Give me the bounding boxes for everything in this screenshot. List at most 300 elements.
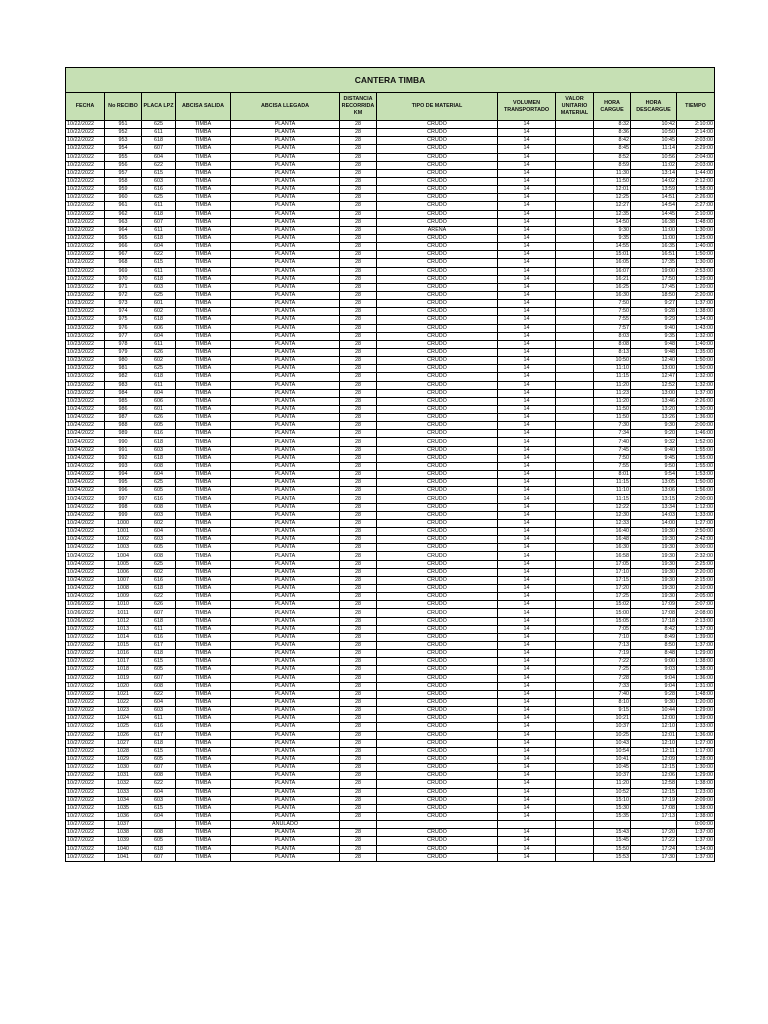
cell-abcisa-llegada: PLANTA — [231, 755, 340, 763]
cell-valor-unitario — [556, 731, 594, 739]
cell-tiempo: 3:00:00 — [677, 544, 715, 552]
cell-fecha: 10/27/2022 — [66, 690, 105, 698]
cell-hora-descargue: 9:45 — [631, 454, 677, 462]
cell-hora-cargue: 16:05 — [594, 259, 631, 267]
cell-abcisa-salida: TIMBA — [176, 259, 231, 267]
cell-abcisa-salida: TIMBA — [176, 226, 231, 234]
cell-recibo: 1036 — [105, 812, 142, 820]
cell-fecha: 10/24/2022 — [66, 593, 105, 601]
cell-distancia: 28 — [340, 674, 377, 682]
cell-hora-cargue: 14:55 — [594, 243, 631, 251]
cell-fecha: 10/24/2022 — [66, 479, 105, 487]
cell-hora-descargue: 13:26 — [631, 414, 677, 422]
cell-placa: 618 — [142, 585, 176, 593]
cell-hora-cargue: 11:20 — [594, 397, 631, 405]
table-row — [66, 560, 715, 568]
table-row — [66, 177, 715, 185]
cell-tiempo: 1:38:00 — [677, 666, 715, 674]
cell-tiempo: 2:10:00 — [677, 121, 715, 129]
cell-tiempo: 1:12:00 — [677, 503, 715, 511]
cell-hora-cargue: 8:32 — [594, 121, 631, 129]
cell-distancia: 28 — [340, 186, 377, 194]
cell-volumen: 14 — [498, 194, 556, 202]
cell-valor-unitario — [556, 642, 594, 650]
cell-valor-unitario — [556, 845, 594, 853]
cell-volumen: 14 — [498, 739, 556, 747]
cell-placa: 617 — [142, 642, 176, 650]
cell-tipo-material: CRUDO — [377, 511, 498, 519]
header-valor-unitario: VALOR UNITARIO MATERIAL — [556, 93, 594, 121]
cell-tipo-material: CRUDO — [377, 585, 498, 593]
cell-fecha: 10/23/2022 — [66, 324, 105, 332]
cell-abcisa-llegada: PLANTA — [231, 259, 340, 267]
cell-hora-cargue: 15:05 — [594, 617, 631, 625]
table-row — [66, 275, 715, 283]
cell-recibo: 973 — [105, 300, 142, 308]
cell-recibo: 974 — [105, 308, 142, 316]
cell-hora-cargue: 15:01 — [594, 251, 631, 259]
cell-tiempo: 1:20:00 — [677, 698, 715, 706]
cell-hora-cargue: 10:50 — [594, 357, 631, 365]
table-row — [66, 837, 715, 845]
header-hora-cargue: HORA CARGUE — [594, 93, 631, 121]
cell-tipo-material: CRUDO — [377, 210, 498, 218]
cell-fecha: 10/23/2022 — [66, 283, 105, 291]
cell-valor-unitario — [556, 243, 594, 251]
cell-hora-descargue: 10:50 — [631, 129, 677, 137]
cell-hora-cargue: 12:27 — [594, 202, 631, 210]
cell-tipo-material: CRUDO — [377, 568, 498, 576]
cell-valor-unitario — [556, 495, 594, 503]
cell-distancia: 28 — [340, 617, 377, 625]
cell-hora-descargue: 8:48 — [631, 650, 677, 658]
cell-placa: 618 — [142, 373, 176, 381]
cell-volumen: 14 — [498, 682, 556, 690]
cell-hora-descargue: 9:40 — [631, 324, 677, 332]
cell-hora-descargue: 13:00 — [631, 365, 677, 373]
cell-abcisa-llegada: PLANTA — [231, 576, 340, 584]
cell-fecha: 10/27/2022 — [66, 723, 105, 731]
cell-hora-cargue: 17:15 — [594, 576, 631, 584]
cell-tipo-material: CRUDO — [377, 666, 498, 674]
cell-abcisa-llegada: PLANTA — [231, 267, 340, 275]
cell-volumen: 14 — [498, 666, 556, 674]
cell-tiempo: 2:14:00 — [677, 129, 715, 137]
cell-valor-unitario — [556, 389, 594, 397]
cell-placa: 603 — [142, 707, 176, 715]
header-hora-descargue: HORA DESCARGUE — [631, 93, 677, 121]
cell-fecha: 10/22/2022 — [66, 226, 105, 234]
cell-volumen: 14 — [498, 381, 556, 389]
table-row — [66, 642, 715, 650]
cell-recibo: 985 — [105, 397, 142, 405]
cell-abcisa-llegada: PLANTA — [231, 723, 340, 731]
cell-hora-cargue: 16:30 — [594, 544, 631, 552]
cell-recibo: 995 — [105, 479, 142, 487]
cell-recibo: 957 — [105, 169, 142, 177]
cell-volumen: 14 — [498, 690, 556, 698]
cell-placa: 608 — [142, 552, 176, 560]
cell-tipo-material: CRUDO — [377, 137, 498, 145]
cell-volumen: 14 — [498, 316, 556, 324]
cell-valor-unitario — [556, 373, 594, 381]
cell-hora-cargue: 7:30 — [594, 422, 631, 430]
cell-abcisa-salida: TIMBA — [176, 829, 231, 837]
cell-abcisa-salida: TIMBA — [176, 194, 231, 202]
cell-tipo-material: CRUDO — [377, 324, 498, 332]
cell-abcisa-llegada: PLANTA — [231, 169, 340, 177]
cell-valor-unitario — [556, 707, 594, 715]
cell-placa: 604 — [142, 471, 176, 479]
cell-distancia: 28 — [340, 121, 377, 129]
cell-abcisa-llegada: PLANTA — [231, 283, 340, 291]
table-row — [66, 495, 715, 503]
cell-abcisa-salida: TIMBA — [176, 348, 231, 356]
cell-valor-unitario — [556, 821, 594, 829]
cell-volumen: 14 — [498, 568, 556, 576]
header-distancia: DISTANCIA RECORRIDA KM — [340, 93, 377, 121]
cell-placa: 605 — [142, 544, 176, 552]
cell-abcisa-llegada: PLANTA — [231, 560, 340, 568]
cell-placa — [142, 821, 176, 829]
cell-distancia: 28 — [340, 788, 377, 796]
cell-tipo-material: CRUDO — [377, 633, 498, 641]
cell-hora-cargue: 7:19 — [594, 650, 631, 658]
cell-valor-unitario — [556, 837, 594, 845]
cell-valor-unitario — [556, 511, 594, 519]
cell-distancia: 28 — [340, 454, 377, 462]
cell-recibo: 961 — [105, 202, 142, 210]
cell-distancia: 28 — [340, 707, 377, 715]
cell-abcisa-llegada: PLANTA — [231, 145, 340, 153]
cell-valor-unitario — [556, 251, 594, 259]
cell-valor-unitario — [556, 471, 594, 479]
cell-hora-cargue: 9:30 — [594, 226, 631, 234]
cell-placa: 618 — [142, 650, 176, 658]
cell-valor-unitario — [556, 422, 594, 430]
cell-abcisa-llegada: PLANTA — [231, 389, 340, 397]
cell-tipo-material — [377, 821, 498, 829]
cell-valor-unitario — [556, 177, 594, 185]
cell-tipo-material: CRUDO — [377, 316, 498, 324]
cell-distancia: 28 — [340, 552, 377, 560]
cell-hora-descargue: 8:42 — [631, 625, 677, 633]
cell-abcisa-llegada: PLANTA — [231, 682, 340, 690]
cell-tiempo: 1:36:00 — [677, 674, 715, 682]
cell-placa: 618 — [142, 234, 176, 242]
cell-recibo: 979 — [105, 348, 142, 356]
cell-recibo: 983 — [105, 381, 142, 389]
table-row — [66, 511, 715, 519]
table-body — [66, 121, 715, 862]
cell-abcisa-salida: TIMBA — [176, 381, 231, 389]
cell-volumen: 14 — [498, 226, 556, 234]
cell-hora-cargue: 16:48 — [594, 536, 631, 544]
cell-distancia: 28 — [340, 650, 377, 658]
table-row — [66, 365, 715, 373]
cell-tiempo: 1:29:00 — [677, 275, 715, 283]
cell-recibo: 990 — [105, 438, 142, 446]
cell-abcisa-salida: TIMBA — [176, 625, 231, 633]
cell-valor-unitario — [556, 348, 594, 356]
cell-abcisa-llegada: PLANTA — [231, 218, 340, 226]
cell-tiempo: 2:10:00 — [677, 585, 715, 593]
table-row — [66, 821, 715, 829]
cell-recibo: 1002 — [105, 536, 142, 544]
cell-valor-unitario — [556, 267, 594, 275]
cell-distancia: 28 — [340, 601, 377, 609]
table-row — [66, 300, 715, 308]
cell-abcisa-llegada: PLANTA — [231, 666, 340, 674]
cell-distancia: 28 — [340, 796, 377, 804]
cell-tiempo: 1:23:00 — [677, 788, 715, 796]
cell-valor-unitario — [556, 796, 594, 804]
cell-abcisa-llegada: PLANTA — [231, 479, 340, 487]
cell-placa: 611 — [142, 129, 176, 137]
header-tiempo: TIEMPO — [677, 93, 715, 121]
cell-hora-cargue: 7:57 — [594, 324, 631, 332]
cell-tiempo: 1:31:00 — [677, 682, 715, 690]
cell-hora-cargue: 11:15 — [594, 373, 631, 381]
cell-tipo-material: CRUDO — [377, 812, 498, 820]
cell-tiempo: 1:25:00 — [677, 234, 715, 242]
cell-distancia: 28 — [340, 438, 377, 446]
table-row — [66, 259, 715, 267]
table-row — [66, 682, 715, 690]
cell-valor-unitario — [556, 755, 594, 763]
cell-abcisa-salida: TIMBA — [176, 169, 231, 177]
cell-volumen: 14 — [498, 633, 556, 641]
cell-hora-cargue: 12:35 — [594, 210, 631, 218]
cell-recibo: 977 — [105, 332, 142, 340]
cell-distancia: 28 — [340, 682, 377, 690]
cell-hora-descargue: 11:14 — [631, 145, 677, 153]
cell-fecha: 10/27/2022 — [66, 812, 105, 820]
cell-volumen: 14 — [498, 715, 556, 723]
cell-hora-cargue: 12:30 — [594, 511, 631, 519]
cell-valor-unitario — [556, 747, 594, 755]
cell-volumen: 14 — [498, 454, 556, 462]
cell-tipo-material: CRUDO — [377, 194, 498, 202]
cell-abcisa-llegada: PLANTA — [231, 161, 340, 169]
table-row — [66, 308, 715, 316]
cell-hora-descargue: 9:29 — [631, 316, 677, 324]
cell-recibo: 1025 — [105, 723, 142, 731]
cell-tipo-material: CRUDO — [377, 153, 498, 161]
cell-valor-unitario — [556, 682, 594, 690]
cell-volumen: 14 — [498, 137, 556, 145]
cell-volumen: 14 — [498, 438, 556, 446]
cell-distancia: 28 — [340, 747, 377, 755]
cell-fecha: 10/26/2022 — [66, 609, 105, 617]
cell-tipo-material: CRUDO — [377, 739, 498, 747]
cell-fecha: 10/23/2022 — [66, 316, 105, 324]
cell-placa: 625 — [142, 560, 176, 568]
cell-hora-descargue: 17:08 — [631, 609, 677, 617]
cell-tipo-material: CRUDO — [377, 348, 498, 356]
header-abcisa-llegada: ABCISA LLEGADA — [231, 93, 340, 121]
cell-abcisa-salida: TIMBA — [176, 707, 231, 715]
cell-recibo: 954 — [105, 145, 142, 153]
cell-volumen: 14 — [498, 511, 556, 519]
table-row — [66, 186, 715, 194]
cell-hora-cargue: 8:36 — [594, 129, 631, 137]
cell-abcisa-llegada: PLANTA — [231, 462, 340, 470]
cell-hora-descargue: 14:45 — [631, 210, 677, 218]
cell-abcisa-salida: TIMBA — [176, 503, 231, 511]
cell-volumen: 14 — [498, 308, 556, 316]
cell-fecha: 10/23/2022 — [66, 332, 105, 340]
cell-tiempo: 1:39:00 — [677, 715, 715, 723]
cell-hora-cargue: 7:34 — [594, 430, 631, 438]
cell-abcisa-salida: TIMBA — [176, 568, 231, 576]
cell-distancia: 28 — [340, 397, 377, 405]
cell-hora-descargue: 10:56 — [631, 153, 677, 161]
cell-valor-unitario — [556, 698, 594, 706]
cell-placa: 605 — [142, 422, 176, 430]
cell-recibo: 1000 — [105, 519, 142, 527]
cell-fecha: 10/26/2022 — [66, 617, 105, 625]
cell-tipo-material: CRUDO — [377, 698, 498, 706]
cell-placa: 605 — [142, 755, 176, 763]
table-row — [66, 389, 715, 397]
cell-distancia: 28 — [340, 291, 377, 299]
cell-hora-descargue: 18:50 — [631, 291, 677, 299]
cell-hora-cargue: 15:45 — [594, 837, 631, 845]
cell-hora-cargue: 15:35 — [594, 812, 631, 820]
cell-valor-unitario — [556, 186, 594, 194]
table-row — [66, 503, 715, 511]
cell-placa: 616 — [142, 576, 176, 584]
cell-volumen: 14 — [498, 462, 556, 470]
cell-hora-descargue: 9:48 — [631, 348, 677, 356]
cell-hora-cargue: 8:03 — [594, 332, 631, 340]
cell-hora-descargue: 14:02 — [631, 177, 677, 185]
cell-volumen: 14 — [498, 503, 556, 511]
cell-hora-cargue: 12:01 — [594, 186, 631, 194]
cell-recibo: 1034 — [105, 796, 142, 804]
cell-fecha: 10/24/2022 — [66, 405, 105, 413]
cell-valor-unitario — [556, 308, 594, 316]
cell-tiempo: 1:52:00 — [677, 438, 715, 446]
cell-tipo-material: CRUDO — [377, 275, 498, 283]
cell-placa: 611 — [142, 381, 176, 389]
cell-volumen: 14 — [498, 519, 556, 527]
table-row — [66, 202, 715, 210]
cell-hora-cargue: 10:54 — [594, 747, 631, 755]
cell-valor-unitario — [556, 430, 594, 438]
cell-abcisa-llegada: PLANTA — [231, 405, 340, 413]
cell-distancia: 28 — [340, 812, 377, 820]
cell-fecha: 10/22/2022 — [66, 153, 105, 161]
cell-placa: 622 — [142, 593, 176, 601]
cell-placa: 615 — [142, 169, 176, 177]
cell-tiempo: 1:37:00 — [677, 837, 715, 845]
table-row — [66, 666, 715, 674]
cell-hora-cargue: 8:13 — [594, 348, 631, 356]
cell-placa: 603 — [142, 796, 176, 804]
cell-abcisa-salida: TIMBA — [176, 519, 231, 527]
cell-valor-unitario — [556, 397, 594, 405]
table-row — [66, 739, 715, 747]
cell-hora-cargue: 16:07 — [594, 267, 631, 275]
cell-fecha: 10/27/2022 — [66, 698, 105, 706]
cell-abcisa-salida: TIMBA — [176, 129, 231, 137]
cell-abcisa-llegada: PLANTA — [231, 601, 340, 609]
cell-tiempo: 1:50:00 — [677, 251, 715, 259]
cell-tipo-material: CRUDO — [377, 365, 498, 373]
cell-abcisa-salida: TIMBA — [176, 234, 231, 242]
cell-tipo-material: CRUDO — [377, 397, 498, 405]
cell-distancia: 28 — [340, 308, 377, 316]
cell-tiempo: 1:50:00 — [677, 357, 715, 365]
cell-distancia: 28 — [340, 471, 377, 479]
cell-placa: 618 — [142, 454, 176, 462]
cell-valor-unitario — [556, 666, 594, 674]
cell-distancia: 28 — [340, 422, 377, 430]
cell-tiempo: 1:38:00 — [677, 658, 715, 666]
cell-recibo: 1033 — [105, 788, 142, 796]
cell-abcisa-llegada: PLANTA — [231, 332, 340, 340]
cell-tipo-material: CRUDO — [377, 601, 498, 609]
cell-distancia: 28 — [340, 300, 377, 308]
cell-volumen: 14 — [498, 528, 556, 536]
cell-tiempo: 1:20:00 — [677, 283, 715, 291]
cell-hora-cargue: 7:55 — [594, 462, 631, 470]
cell-hora-descargue: 13:34 — [631, 503, 677, 511]
cell-tiempo: 1:58:00 — [677, 186, 715, 194]
cell-volumen: 14 — [498, 177, 556, 185]
cell-distancia: 28 — [340, 202, 377, 210]
cell-abcisa-salida: TIMBA — [176, 617, 231, 625]
cell-recibo: 1012 — [105, 617, 142, 625]
cell-placa: 615 — [142, 658, 176, 666]
cell-abcisa-salida: TIMBA — [176, 682, 231, 690]
cell-tiempo: 1:27:00 — [677, 519, 715, 527]
cell-hora-cargue: 11:50 — [594, 177, 631, 185]
cell-volumen: 14 — [498, 544, 556, 552]
cell-abcisa-salida: TIMBA — [176, 666, 231, 674]
cell-recibo: 967 — [105, 251, 142, 259]
cell-abcisa-salida: TIMBA — [176, 511, 231, 519]
table-row — [66, 593, 715, 601]
cell-tipo-material: CRUDO — [377, 487, 498, 495]
cell-hora-descargue: 12:47 — [631, 373, 677, 381]
cell-tiempo: 1:44:00 — [677, 169, 715, 177]
cell-hora-cargue: 11:10 — [594, 365, 631, 373]
cell-placa: 601 — [142, 300, 176, 308]
cell-recibo: 955 — [105, 153, 142, 161]
cell-hora-descargue: 9:28 — [631, 690, 677, 698]
cell-recibo: 952 — [105, 129, 142, 137]
cell-tipo-material: CRUDO — [377, 593, 498, 601]
cell-hora-descargue: 13:15 — [631, 495, 677, 503]
cell-fecha: 10/24/2022 — [66, 487, 105, 495]
cell-fecha: 10/24/2022 — [66, 511, 105, 519]
cell-valor-unitario — [556, 503, 594, 511]
table-row — [66, 487, 715, 495]
table-row — [66, 585, 715, 593]
cell-tipo-material: CRUDO — [377, 503, 498, 511]
cell-valor-unitario — [556, 479, 594, 487]
cell-abcisa-llegada: PLANTA — [231, 772, 340, 780]
cell-tiempo: 1:36:00 — [677, 731, 715, 739]
table-row — [66, 153, 715, 161]
cell-placa: 625 — [142, 479, 176, 487]
cell-tipo-material: CRUDO — [377, 267, 498, 275]
cell-fecha: 10/27/2022 — [66, 804, 105, 812]
cell-hora-cargue: 8:52 — [594, 153, 631, 161]
